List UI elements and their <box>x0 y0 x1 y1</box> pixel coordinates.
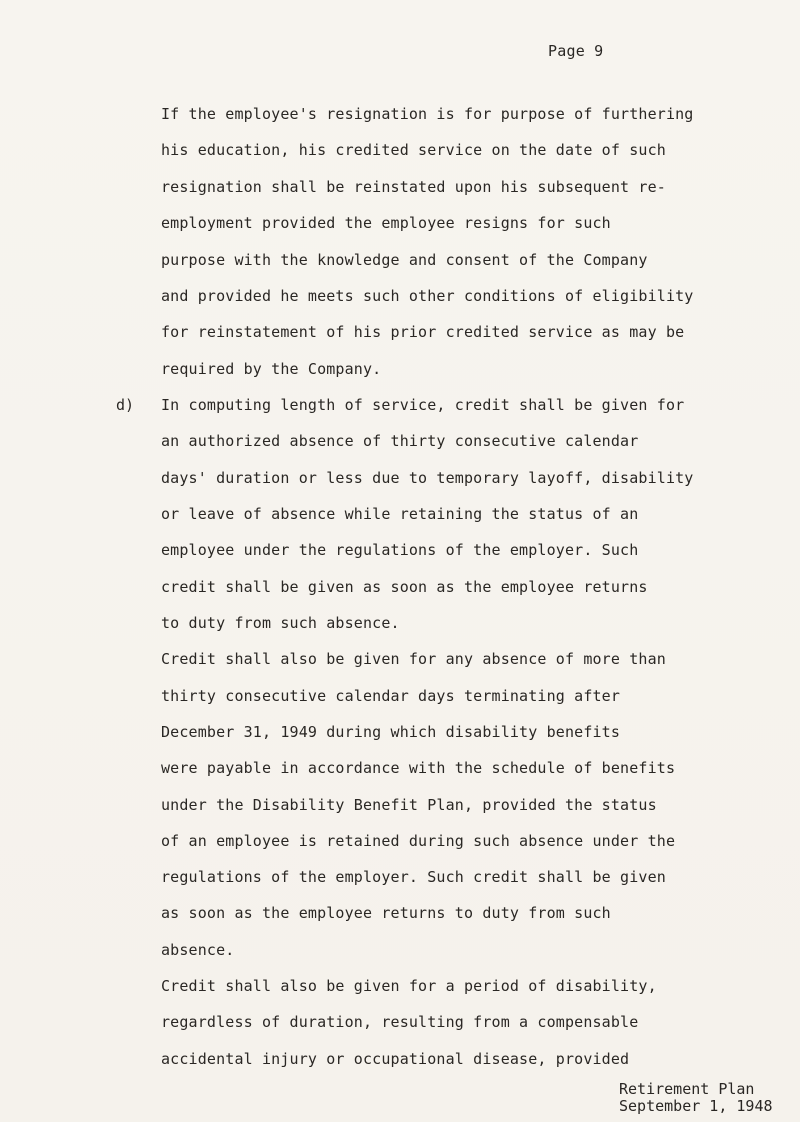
body-line-22: regulations of the employer. Such credit shall be given <box>161 868 666 886</box>
body-line-20: under the Disability Benefit Plan, provided the status <box>161 796 657 814</box>
body-line-17: thirty consecutive calendar days terminating after <box>161 687 621 705</box>
body-line-26: regardless of duration, resulting from a compensable <box>161 1013 639 1031</box>
body-line-12: or leave of absence while retaining the status of an <box>161 505 639 523</box>
body-line-5: purpose with the knowledge and consent of the Company <box>161 251 648 269</box>
paragraph-marker-d: d) <box>116 396 135 414</box>
body-line-10: an authorized absence of thirty consecutive calendar <box>161 432 639 450</box>
footer-plan-date: September 1, 1948 <box>619 1097 773 1115</box>
body-line-14: credit shall be given as soon as the employee returns <box>161 578 648 596</box>
body-line-21: of an employee is retained during such absence under the <box>161 832 676 850</box>
body-line-27: accidental injury or occupational disease, provided <box>161 1050 630 1068</box>
body-line-4: employment provided the employee resigns for such <box>161 214 611 232</box>
body-line-9: In computing length of service, credit shall be given for <box>161 396 685 414</box>
body-line-2: his education, his credited service on the date of such <box>161 141 666 159</box>
footer-plan-name: Retirement Plan <box>619 1080 755 1098</box>
body-line-7: for reinstatement of his prior credited service as may be <box>161 323 685 341</box>
body-line-11: days' duration or less due to temporary layoff, disability <box>161 469 694 487</box>
body-line-1: If the employee's resignation is for purpose of furthering <box>161 105 694 123</box>
body-line-6: and provided he meets such other conditions of eligibility <box>161 287 694 305</box>
body-line-13: employee under the regulations of the employer. Such <box>161 541 639 559</box>
body-line-15: to duty from such absence. <box>161 614 400 632</box>
body-line-8: required by the Company. <box>161 360 382 378</box>
body-line-18: December 31, 1949 during which disability benefits <box>161 723 621 741</box>
body-line-23: as soon as the employee returns to duty from such <box>161 904 611 922</box>
body-line-25: Credit shall also be given for a period of disability, <box>161 977 657 995</box>
body-line-16: Credit shall also be given for any absence of more than <box>161 650 666 668</box>
body-line-3: resignation shall be reinstated upon his subsequent re- <box>161 178 666 196</box>
body-line-24: absence. <box>161 941 235 959</box>
body-line-19: were payable in accordance with the schedule of benefits <box>161 759 676 777</box>
page-number: Page 9 <box>548 42 604 60</box>
